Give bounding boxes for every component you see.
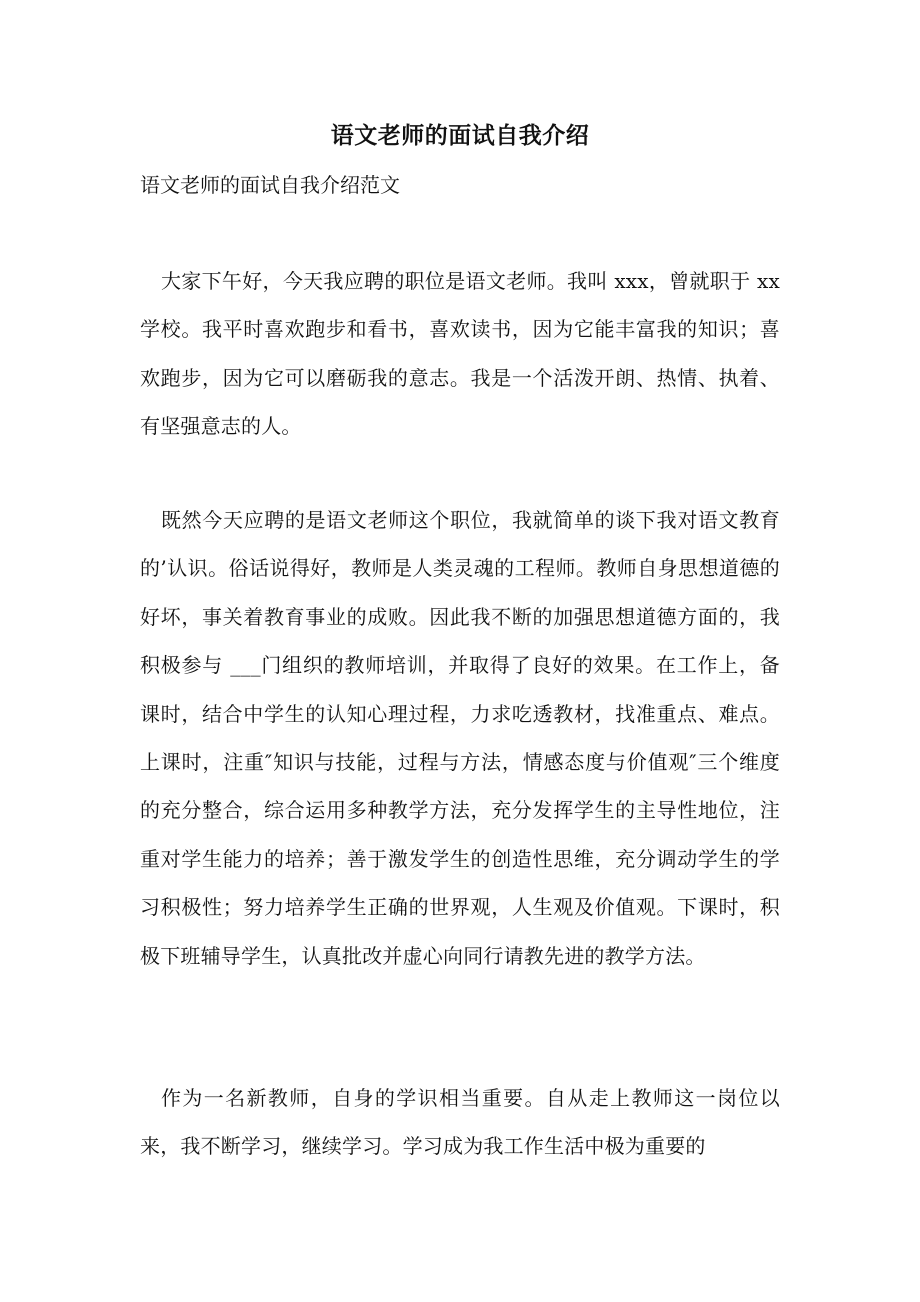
body-paragraph-3: 作为一名新教师，自身的学识相当重要。自从走上教师这一岗位以来，我不断学习，继续学习。学习成为我工作生活中极为重要的 <box>140 1086 780 1159</box>
body-paragraph-2: 既然今天应聘的是语文老师这个职位，我就简单的谈下我对语文教育的’认识。俗话说得好，教师是人类灵魂的工程师。教师自身思想道德的好坏，事关着教育事业的成败。因此我不断的加强思想道德方面的，我积极参与 ___门组织的教师培训，并取得了良好的效果。在工作上，备课时，结合中学生的认知心理过程，力求吃透教材，找准重点、难点。上课时，注重″知识与技能，过程与方法，情感态度与价值观″三个维度的充分整合，综合运用多种教学方法，充分发挥学生的主导性地位，注重对学生能力的培养；善于激发学生的创造性思维，充分调动学生的学习积极性；努力培养学生正确的世界观，人生观及价值观。下课时，积极下班辅导学生，认真批改并虚心向同行请教先进的教学方法。 <box>140 508 780 968</box>
document-subtitle: 语文老师的面试自我介绍范文 <box>140 173 400 197</box>
document-title: 语文老师的面试自我介绍 <box>330 122 590 149</box>
body-paragraph-1: 大家下午好，今天我应聘的职位是语文老师。我叫 xxx，曾就职于 xx 学校。我平时喜欢跑步和看书，喜欢读书，因为它能丰富我的知识；喜欢跑步，因为它可以磨砺我的意志。我是一个活泼开朗、热情、执着、有坚强意志的人。 <box>140 269 780 439</box>
